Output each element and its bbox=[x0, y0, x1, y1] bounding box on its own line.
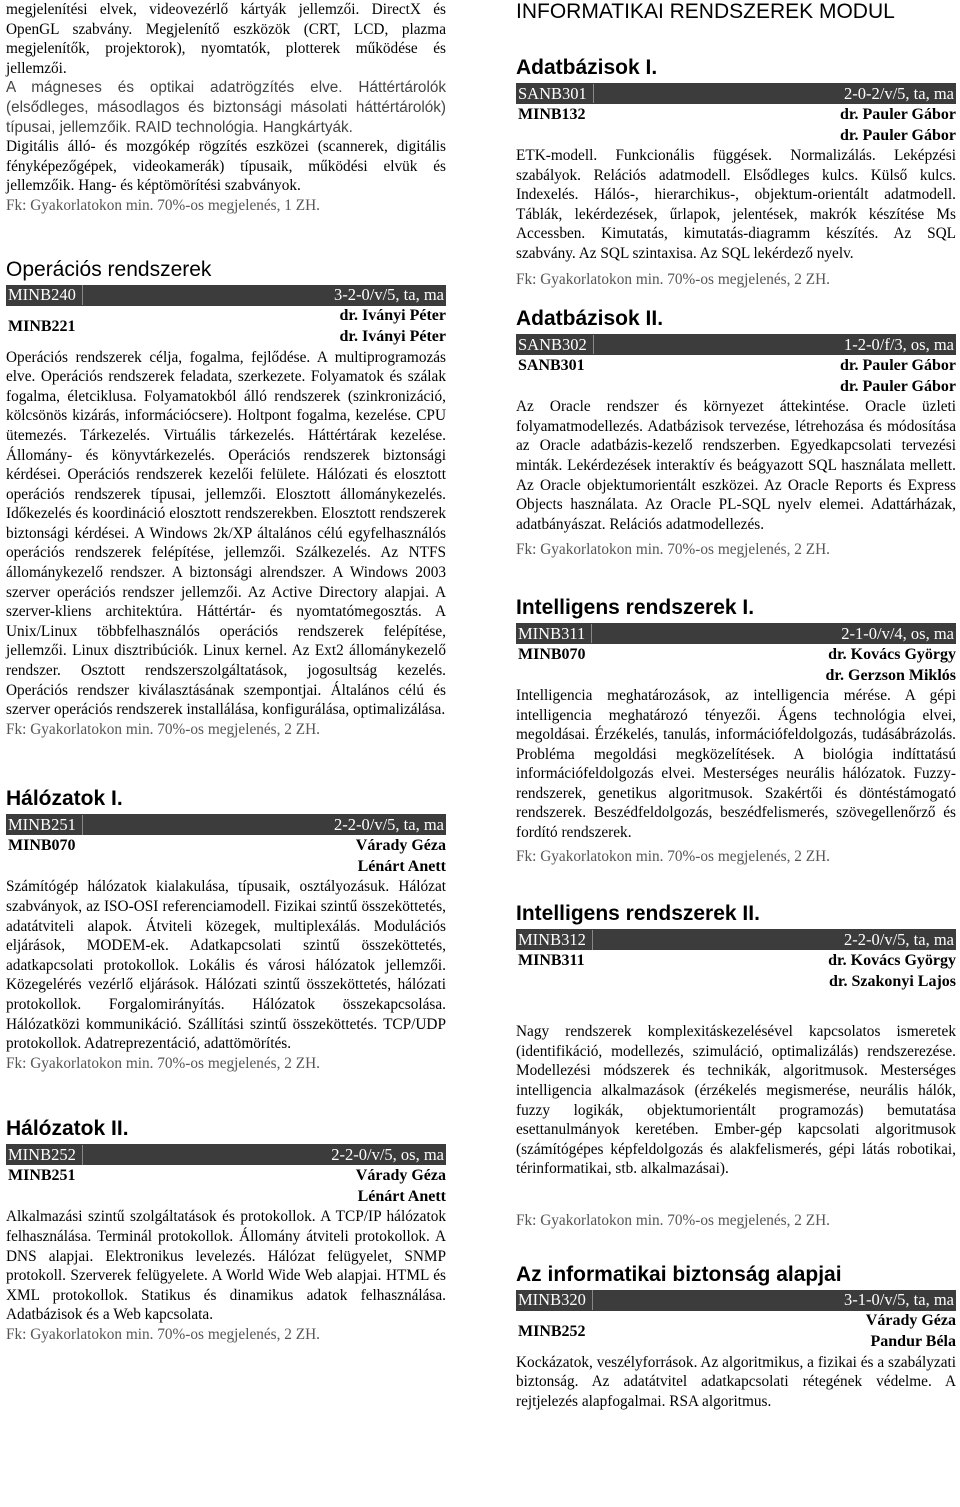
course-code: MINB320 bbox=[518, 1290, 593, 1310]
course-intelligent-systems-2 bbox=[516, 902, 956, 1230]
lecturer: dr. Iványi Péter bbox=[339, 327, 446, 345]
course-prereq-row bbox=[516, 950, 956, 971]
course-code-bar bbox=[516, 334, 956, 355]
lecturer: dr. Pauler Gábor bbox=[839, 127, 956, 144]
lecturer: dr. Pauler Gábor bbox=[839, 357, 956, 375]
right-column bbox=[516, 0, 956, 1411]
course-description: Alkalmazási szintű szolgáltatások és protokollok. A TCP/IP hálózatok felhasználása. Terminál protokollok. Állomány átviteli protokollok. A DNS alapjai. Elektronikus levelezés. Hálózat felügyelet, SNMP protokoll. Szerverek felügyelete. A World Wide Web alapjai. HTML és XML protokollok. Statikus és dinamikus adatok felhasználása. Adatbázisok és a Web kapcsolata. bbox=[6, 1208, 446, 1324]
course-description: ETK-modell. Funkcionális függések. Normalizálás. Leképzési szabályok. Relációs adatmodell. Elsődleges kulcs. Külső kulcs. Indexelés. Hálós-, hierarchikus-, objektum-orientált adatmodell. Táblák, lekérdezések, űrlapok, jelentések, makrók készítése Ms Accessben. Kimutatás, kimutatás-diagramm készítés. Az SQL szabvány. Az SQL szintaxisa. Az SQL lekérdező nyelv. bbox=[516, 147, 956, 262]
lecturer: Lénárt Anett bbox=[357, 858, 446, 876]
lecturer: dr. Pauler Gábor bbox=[839, 378, 956, 396]
lecturer: dr. Kovács György bbox=[828, 645, 956, 663]
prerequisite-code: MINB251 bbox=[8, 1167, 76, 1185]
course-credits: 2-0-2/v/5, ta, ma bbox=[844, 83, 954, 103]
course-code-bar bbox=[6, 1144, 446, 1165]
course-credits: 3-2-0/v/5, ta, ma bbox=[334, 285, 444, 305]
course-code: SANB301 bbox=[518, 84, 594, 104]
left-column bbox=[6, 0, 446, 1345]
lecturer: Lénárt Anett bbox=[357, 1188, 446, 1206]
course-description: Operációs rendszerek célja, fogalma, fejlődése. A multiprogramozás elve. Operációs rendszerek feladata, szerkezete. Folyamatok és szálak fogalma, életciklusa. Folyamatokból álló rendszerek (szinkronizáció, kölcsönös kizárás, információcsere). Holtpont fogalma, kezelése. CPU ütemezés. Tárkezelés. Virtuális tárkezelés. Háttértárak kezelése. Állomány- és könyvtárkezelés. Operációs rendszerek biztonsági kérdései. Operációs rendszerek kezelői felülete. Hálózati és elosztott operációs rendszerek típusai, jellemzői. Elosztott állománykezelés. Időkezelés és koordináció elosztott rendszerekben. Elosztott rendszerek biztonsági kérdései. A Windows 2k/XP általános célú egyfelhasználós operációs rendszerek felépítése, jellemzői. Szálkezelés. Az NTFS állománykezelő rendszer. A biztonsági alrendszer. A Windows 2003 szerver operációs rendszer jellemzői. Az Active Directory alapjai. A szerver-kliens architektúra. Háttértár- és nyomtatómegosztás. A Unix/Linux többfelhasználós operációs rendszerek felépítése, jellemzői. Linux disztribúciók. Linux kernel. Az Ext2 állománykezelő rendszer. Osztott rendszerszolgáltatások, jogosultság kezelés. Operációs rendszer kiválasztásának szempontjai. Általános célú és szerver operációs rendszerek installálása, konfigurálása, optimalizálása. bbox=[6, 348, 446, 719]
course-title: Hálózatok II. bbox=[6, 1117, 129, 1141]
course-credits: 2-2-0/v/5, ta, ma bbox=[844, 929, 954, 949]
course-prereq-row bbox=[516, 644, 956, 665]
prerequisite-code: MINB132 bbox=[518, 106, 586, 123]
course-requirements: Fk: Gyakorlatokon min. 70%-os megjelenés, 2 ZH. bbox=[516, 847, 830, 865]
course-lecturers bbox=[516, 1311, 956, 1353]
course-code-bar bbox=[516, 929, 956, 950]
course-code: MINB312 bbox=[518, 930, 593, 950]
lecturer: dr. Szakonyi Lajos bbox=[829, 973, 956, 991]
course-requirements: Fk: Gyakorlatokon min. 70%-os megjelenés, 2 ZH. bbox=[6, 720, 320, 738]
course-code-bar bbox=[6, 814, 446, 835]
lecturer: Pandur Béla bbox=[870, 1332, 956, 1350]
prerequisite-code: MINB311 bbox=[518, 952, 585, 970]
lecturer: dr. Pauler Gábor bbox=[839, 106, 956, 123]
lecturer: Várady Géza bbox=[355, 1167, 446, 1185]
course-description: Számítógép hálózatok kialakulása, típusaik, osztályozásuk. Hálózat szabványok, az ISO-OSI referenciamodell. Fizikai szintű összeköttetés, adatátviteli alapok. Átviteli közegek, multiplexálás. Modulációs eljárások, MODEM-ek. Adatkapcsolati szintű összeköttetés, adatkapcsolati protokollok. Lokális és városi hálózatok jellemzői. Közegelérés vezérlő eljárások. Hálózati szintű összeköttetés, hálózati protokollok. Forgalomirányítás. Hálózatok összekapcsolása. Hálózatközi kommunikáció. Szállítási szintű összeköttetés. TCP/UDP protokollok. Adatreprezentáció, adattömörítés. bbox=[6, 878, 446, 1053]
course-code: MINB252 bbox=[8, 1145, 83, 1165]
course-credits: 1-2-0/f/3, os, ma bbox=[844, 334, 954, 354]
course-requirements: Fk: Gyakorlatokon min. 70%-os megjelenés, 2 ZH. bbox=[6, 1054, 320, 1072]
course-prereq-row bbox=[516, 104, 956, 125]
course-code-bar bbox=[516, 1290, 956, 1311]
lecturer: Várady Géza bbox=[865, 1311, 956, 1329]
lecturer: dr. Iványi Péter bbox=[339, 306, 446, 324]
course-databases-2 bbox=[516, 307, 956, 560]
course-prereq-row bbox=[6, 1165, 446, 1186]
course-code: MINB240 bbox=[8, 285, 83, 305]
prerequisite-code: MINB252 bbox=[518, 1322, 586, 1340]
course-description: Intelligencia meghatározások, az intelligencia mérése. A gépi intelligencia meghatározó tényezői. Ágens technológia elvei, megoldásai. Érzékelés, tanulás, információfeldolgozás, tudásábrázolás. Probléma megoldási megközelítések. A biológia indíttatású információfeldolgozás elvei. Mesterséges neurális hálózatok. Fuzzy-rendszerek, genetikus algoritmusok. Szakértői és döntéstámogató rendszerek. Beszédfeldolgozás, beszédfelismerés, szövegellenőrző és fordító rendszerek. bbox=[516, 686, 956, 842]
course-credits: 2-2-0/v/5, ta, ma bbox=[334, 815, 444, 835]
course-code: MINB251 bbox=[8, 815, 83, 835]
course-requirements: Fk: Gyakorlatokon min. 70%-os megjelenés, 2 ZH. bbox=[516, 541, 830, 559]
prerequisite-code: MINB070 bbox=[8, 837, 76, 855]
lecturer: dr. Kovács György bbox=[828, 952, 956, 970]
course-requirements: Fk: Gyakorlatokon min. 70%-os megjelenés, 2 ZH. bbox=[516, 270, 830, 288]
prerequisite-code: MINB070 bbox=[518, 645, 586, 663]
course-title: Hálózatok I. bbox=[6, 787, 123, 811]
course-code: MINB311 bbox=[518, 624, 592, 644]
course-description: Az Oracle rendszer és környezet áttekintése. Oracle üzleti folyamatmodellezés. Adatbázisok tervezése, létrehozása és módosítása az Oracle adatbázis-kezelő rendszerben. Egyedkapcsolati tervezési minták. Lekérdezések interaktív és beágyazott SQL használata mellett. Az Oracle objektumorientált eszközei. Az Oracle Reports és Express Objects használata. Az Oracle PL-SQL nyelv elemei. Adattárházak, adatbányászat. Relációs adatmodellezés. bbox=[516, 398, 956, 533]
intro-requirements: Fk: Gyakorlatokon min. 70%-os megjelenés, 1 ZH. bbox=[6, 196, 320, 214]
prerequisite-code: MINB221 bbox=[8, 317, 76, 335]
course-prereq-row bbox=[516, 355, 956, 376]
intro-text-2: A mágneses és optikai adatrögzítés elve. Háttértárolók (elsődleges, másodlagos és biztonsági másolati háttértárolók) típusai, jellemzőik. RAID technológia. Hangkártyák. bbox=[6, 79, 446, 136]
course-networks-2 bbox=[6, 1117, 446, 1344]
course-code-bar bbox=[516, 623, 956, 644]
course-code-bar bbox=[516, 83, 956, 104]
course-credits: 2-2-0/v/5, os, ma bbox=[331, 1145, 444, 1165]
course-networks-1 bbox=[6, 787, 446, 1073]
course-databases-1 bbox=[516, 56, 956, 289]
course-requirements: Fk: Gyakorlatokon min. 70%-os megjelenés, 2 ZH. bbox=[6, 1325, 320, 1343]
course-credits: 3-1-0/v/5, ta, ma bbox=[844, 1290, 954, 1310]
prerequisite-code: SANB301 bbox=[518, 357, 585, 375]
course-operating-systems bbox=[6, 258, 446, 740]
course-title: Adatbázisok I. bbox=[516, 56, 658, 79]
course-lecturers bbox=[6, 306, 446, 348]
course-credits: 2-1-0/v/4, os, ma bbox=[841, 623, 954, 643]
course-title: Adatbázisok II. bbox=[516, 307, 664, 331]
course-title: Az informatikai biztonság alapjai bbox=[516, 1262, 842, 1286]
lecturer: dr. Gerzson Miklós bbox=[825, 666, 956, 684]
course-requirements: Fk: Gyakorlatokon min. 70%-os megjelenés, 2 ZH. bbox=[516, 1212, 830, 1229]
course-it-security-basics bbox=[516, 1263, 956, 1412]
course-intelligent-systems-1 bbox=[516, 596, 956, 866]
course-title: Intelligens rendszerek I. bbox=[516, 595, 755, 619]
lecturer: Várady Géza bbox=[355, 837, 446, 855]
intro-text: megjelenítési elvek, videovezérlő kártyák jellemzői. DirectX és OpenGL szabvány. Megjelenítő eszközök (CRT, LCD, plazma megjelenítők, projektorok), nyomtatók, plotterek működése és jellemzői. bbox=[6, 1, 446, 77]
course-title: Operációs rendszerek bbox=[6, 257, 212, 281]
course-code-bar bbox=[6, 285, 446, 306]
intro-text-3: Digitális álló- és mozgókép rögzítés eszközei (scannerek, digitális fényképezőgépek, videokamerák) típusaik, működési elvük és jellemzőik. Hang- és képtömörítési szabványok. bbox=[6, 138, 446, 195]
module-title: INFORMATIKAI RENDSZEREK MODUL bbox=[516, 0, 895, 23]
course-prereq-row bbox=[6, 835, 446, 856]
course-title: Intelligens rendszerek II. bbox=[516, 902, 760, 926]
course-description: Nagy rendszerek komplexitáskezelésével kapcsolatos ismeretek (identifikáció, modellezés, szimuláció, optimalizálás) rendszerezése. Modellezési módszerek és technikák, algoritmusok. Mesterséges intelligencia alkalmazások (érzékelés megismerése, neurális hálók, fuzzy logikák, objektumorientált programozás) bemutatása esettanulmányok keretében. Ember-gép kapcsolati algoritmusok (számítógépes képfeldolgozás és alakfelismerés, gépi látás robotikai, térinformatikai, stb. alkalmazásai). bbox=[516, 1023, 956, 1178]
course-code: SANB302 bbox=[518, 335, 594, 355]
course-description: Kockázatok, veszélyforrások. Az algoritmikus, a fizikai és a szabályzati biztonság. Az adatátvitel adatkapcsolati rétegének védelme. A rejtjelezés alapfogalmai. RSA algoritmus. bbox=[516, 1353, 956, 1410]
